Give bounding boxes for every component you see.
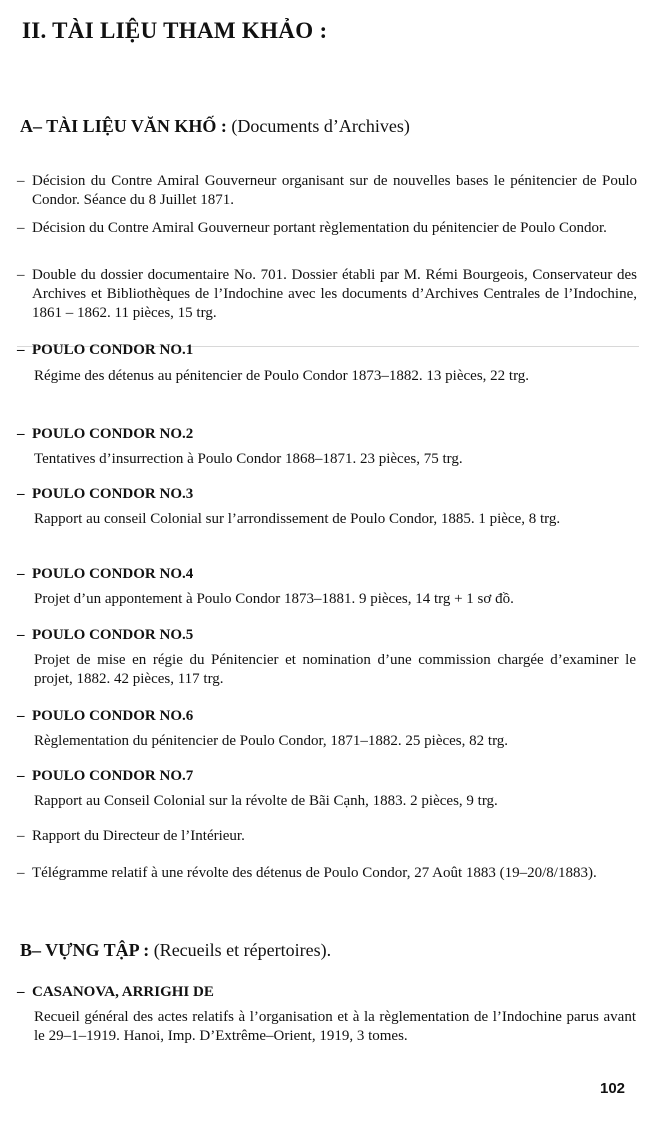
bullet-dash: – [17,768,25,784]
section-b-heading [20,940,331,961]
folder-heading [17,341,193,360]
section-b-subtitle: (Recueils et répertoires). [153,940,332,960]
list-item [17,266,637,323]
section-b-code: B– VỰNG TẬP : [20,940,150,960]
folder-description: Tentatives d’insurrection à Poulo Condor 1868–1871. 23 pièces, 75 trg. [34,451,463,467]
folder-heading [17,485,193,504]
list-item [17,172,637,210]
folder-description: Rapport au conseil Colonial sur l’arrondissement de Poulo Condor, 1885. 1 pièce, 8 trg. [34,511,561,527]
folder-heading [17,767,193,786]
list-item [17,827,637,846]
bullet-dash: – [17,566,25,582]
entry-text: Décision du Contre Amiral Gouverneur portant règlementation du pénitencier de Poulo Condor. [32,220,607,236]
folder-heading-text: POULO CONDOR NO.3 [32,486,194,502]
folder-description: Régime des détenus au pénitencier de Poulo Condor 1873–1882. 13 pièces, 22 trg. [34,368,530,384]
folder-heading-text: POULO CONDOR NO.5 [32,627,194,643]
folder-heading-text: CASANOVA, ARRIGHI DE [32,984,214,1000]
bullet-dash: – [17,984,25,1000]
bullet-dash: – [17,342,25,358]
bullet-dash: – [17,828,25,844]
folder-description: Rapport au Conseil Colonial sur la révolte de Bãi Cạnh, 1883. 2 pièces, 9 trg. [34,793,498,809]
entry-text: Décision du Contre Amiral Gouverneur organisant sur de nouvelles bases le pénitencier de Poulo Condor. Séance du 8 Juillet 1871. [32,173,637,208]
section-a-subtitle: (Documents d’Archives) [231,116,410,136]
folder-heading-text: POULO CONDOR NO.2 [32,426,194,442]
folder-heading [17,707,193,726]
folder-heading-text: POULO CONDOR NO.6 [32,708,194,724]
folder-heading-text: POULO CONDOR NO.7 [32,768,194,784]
bullet-dash: – [17,267,25,283]
bullet-dash: – [17,708,25,724]
page-number: 102 [600,1080,626,1097]
bullet-dash: – [17,426,25,442]
page-title: II. TÀI LIỆU THAM KHẢO : [22,18,328,43]
folder-heading-text: POULO CONDOR NO.1 [32,342,194,358]
bullet-dash: – [17,173,25,189]
section-a-heading [20,116,410,137]
section-a-code: A– TÀI LIỆU VĂN KHỐ : [20,116,227,136]
folder-heading [17,626,193,645]
folder-description: Projet de mise en régie du Pénitencier et nomination d’une commission chargée d’examiner le projet, 1882. 42 pièces, 117 trg. [34,652,636,687]
folder-description: Projet d’un appontement à Poulo Condor 1873–1881. 9 pièces, 14 trg + 1 sơ đồ. [34,591,514,607]
folder-heading [17,425,193,444]
folder-heading-text: POULO CONDOR NO.4 [32,566,194,582]
bullet-dash: – [17,220,25,236]
entry-text: Télégramme relatif à une révolte des détenus de Poulo Condor, 27 Août 1883 (19–20/8/1883). [32,865,597,881]
bullet-dash: – [17,486,25,502]
entry-text: Rapport du Directeur de l’Intérieur. [32,828,245,844]
entry-text: Double du dossier documentaire No. 701. Dossier établi par M. Rémi Bourgeois, Conservateur des Archives et Bibliothèques de l’Indochine avec les documents d’Archives Centrales de l’Indochine, 1861 – 1862. 11 pièces, 15 trg. [32,267,637,321]
bullet-dash: – [17,865,25,881]
bullet-dash: – [17,627,25,643]
folder-heading [17,565,193,584]
folder-description: Recueil général des actes relatifs à l’organisation et à la règlementation de l’Indochine parus avant le 29–1–1919. Hanoi, Imp. D’Extrême–Orient, 1919, 3 tomes. [34,1009,636,1044]
folder-description: Règlementation du pénitencier de Poulo Condor, 1871–1882. 25 pièces, 82 trg. [34,733,509,749]
list-item [17,219,637,238]
folder-heading [17,983,214,1002]
list-item [17,864,637,883]
